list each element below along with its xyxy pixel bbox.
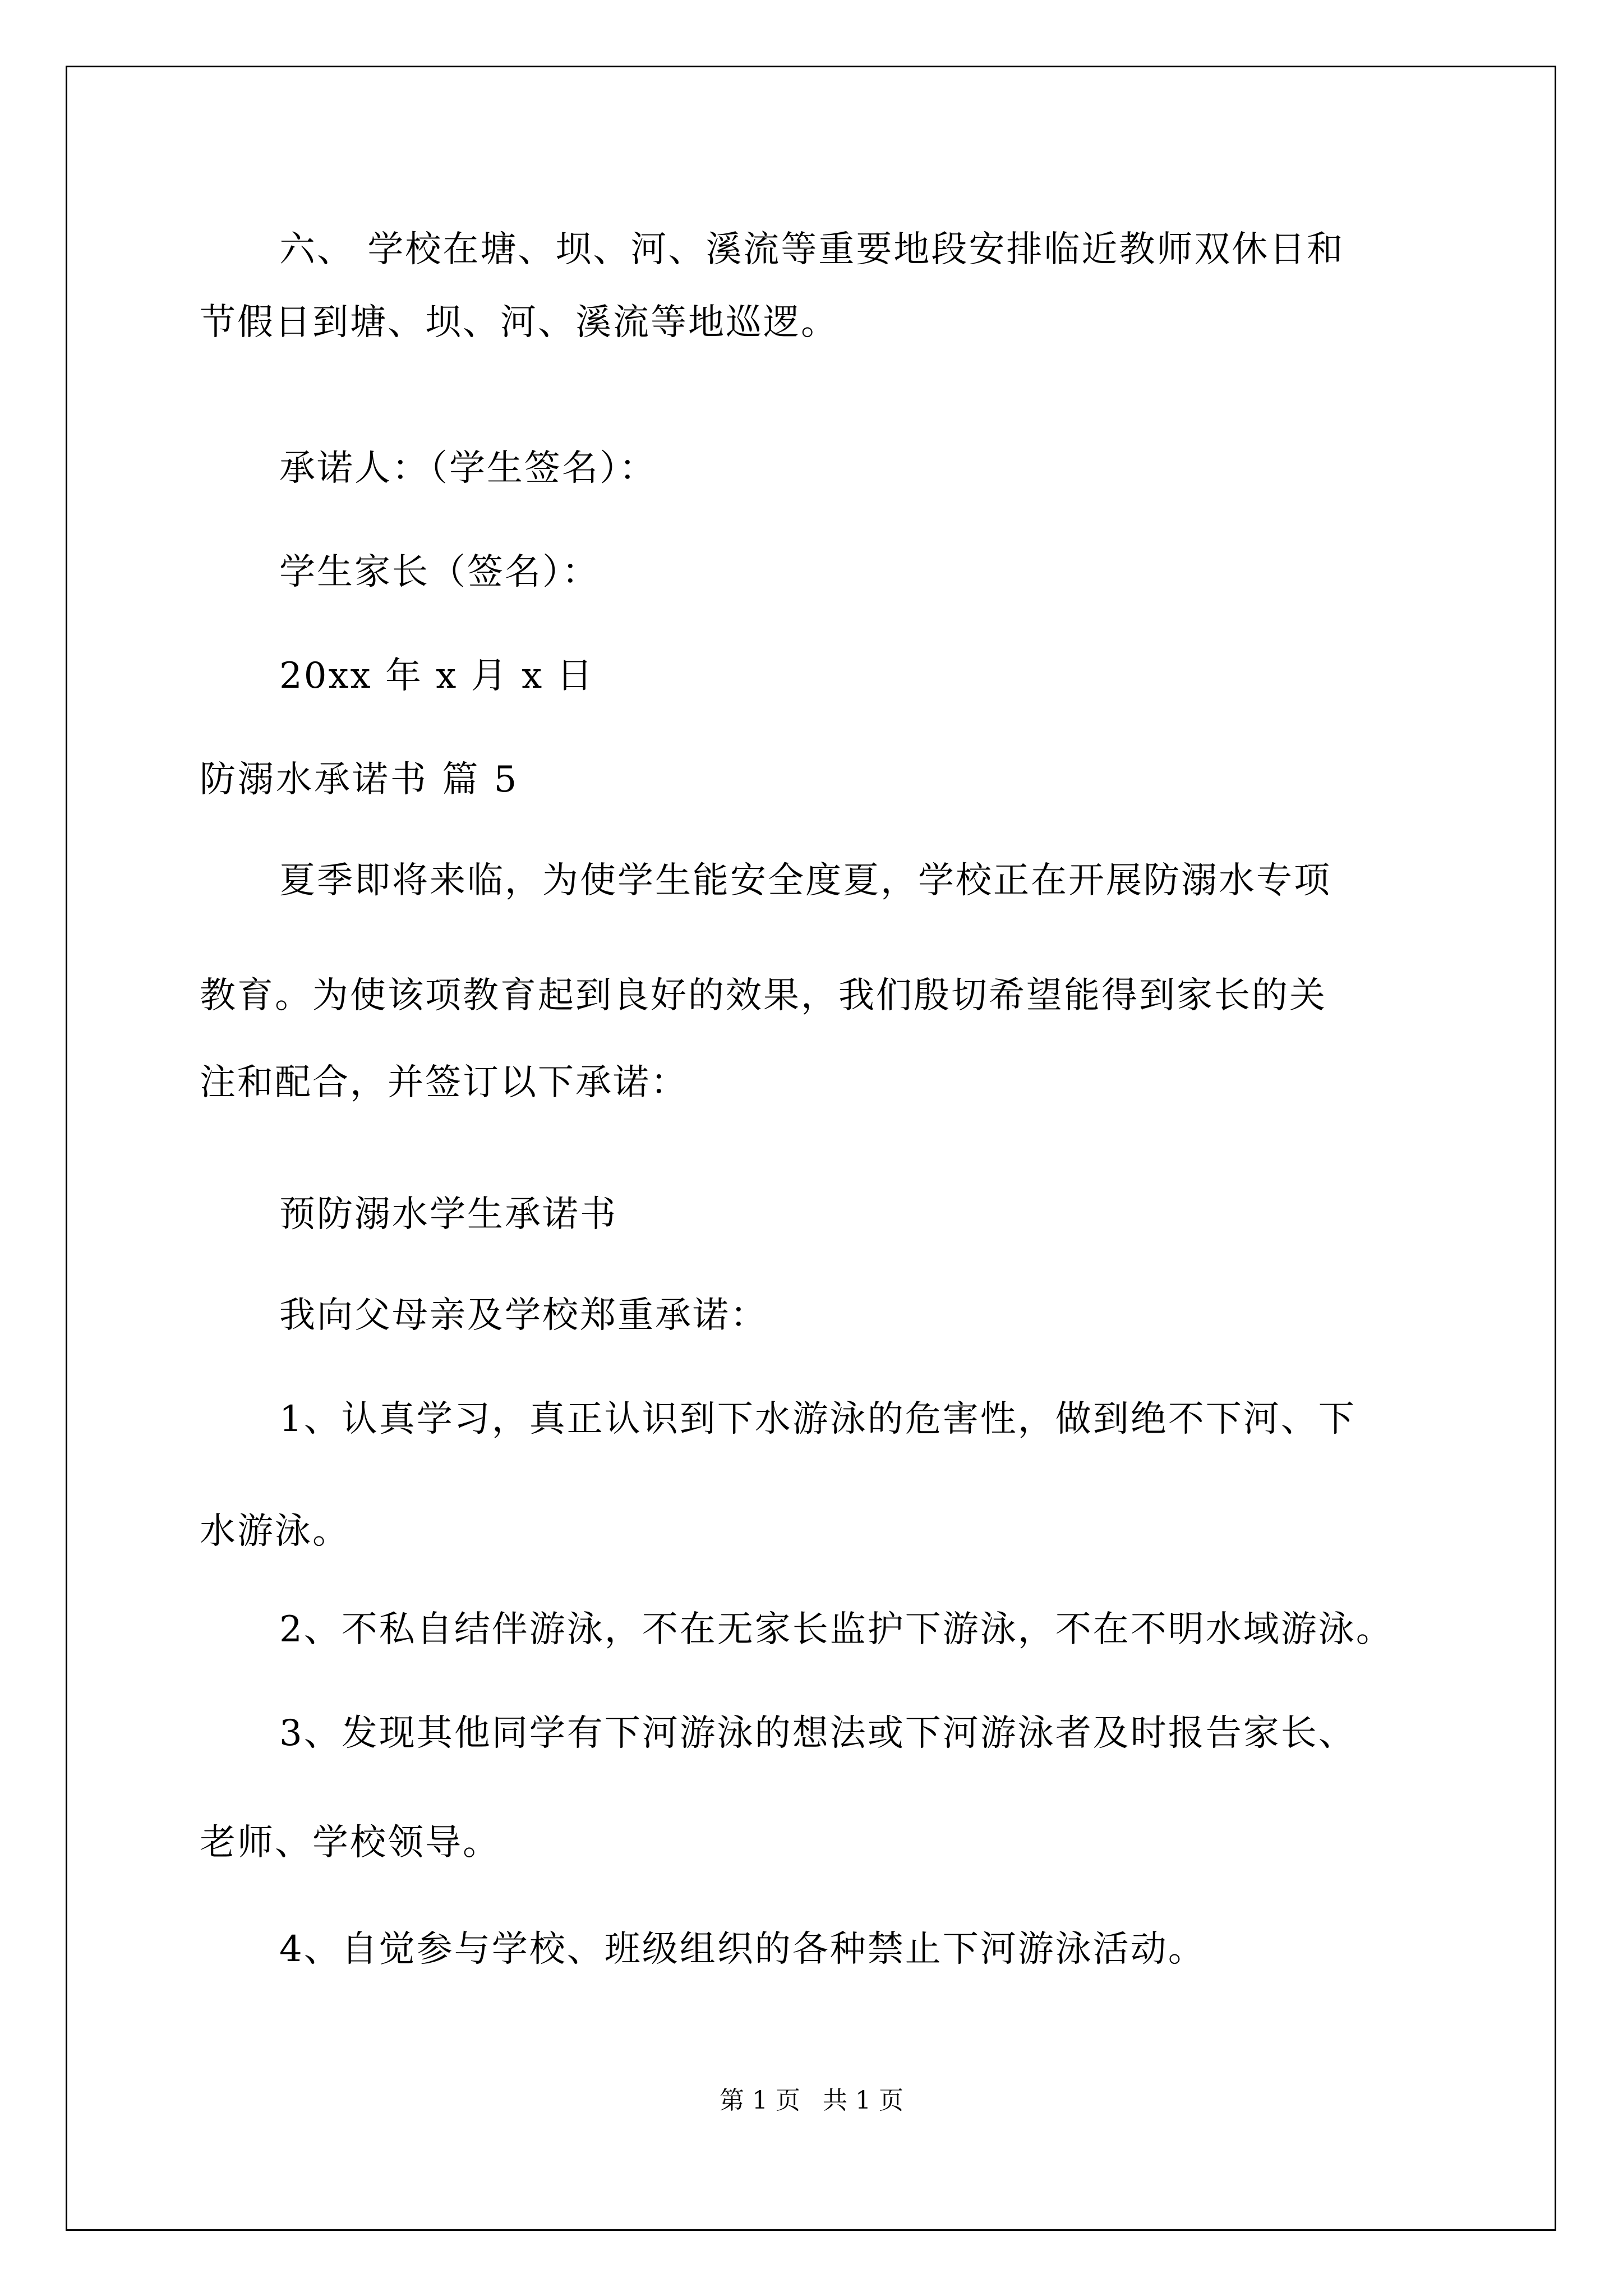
signature-parent-line: 学生家长（签名）：	[279, 551, 600, 593]
page-border	[66, 66, 1556, 2231]
date-line: 20xx 年 x 月 x 日	[279, 655, 594, 697]
list-item-continuation: 老师、学校领导。	[200, 1822, 500, 1864]
subheading: 预防溺水学生承诺书	[279, 1194, 617, 1235]
list-item-continuation: 水游泳。	[200, 1511, 350, 1552]
paragraph-line: 六、 学校在塘、坝、河、溪流等重要地段安排临近教师双休日和	[279, 229, 1345, 270]
page-number: 第 1 页	[720, 2086, 800, 2115]
page-footer	[0, 2084, 1623, 2118]
paragraph-line: 教育。为使该项教育起到良好的效果，我们殷切希望能得到家长的关	[200, 975, 1327, 1016]
paragraph-line: 节假日到塘、坝、河、溪流等地巡逻。	[200, 302, 838, 343]
paragraph-line: 夏季即将来临，为使学生能安全度夏，学校正在开展防溺水专项	[279, 860, 1331, 901]
signature-student-line: 承诺人：（学生签名）：	[279, 448, 657, 489]
paragraph-line: 注和配合，并签订以下承诺：	[200, 1062, 688, 1103]
page-total: 共 1 页	[823, 2086, 903, 2115]
list-item: 3、发现其他同学有下河游泳的想法或下河游泳者及时报告家长、	[279, 1713, 1356, 1754]
list-item: 2、不私自结伴游泳，不在无家长监护下游泳，不在不明水域游泳。	[279, 1609, 1394, 1650]
list-item: 4、自觉参与学校、班级组织的各种禁止下河游泳活动。	[279, 1929, 1206, 1970]
list-item: 1、认真学习，真正认识到下水游泳的危害性，做到绝不下河、下	[279, 1398, 1356, 1440]
paragraph-line: 我向父母亲及学校郑重承诺：	[279, 1295, 768, 1336]
section-title: 防溺水承诺书 篇 5	[200, 759, 519, 800]
